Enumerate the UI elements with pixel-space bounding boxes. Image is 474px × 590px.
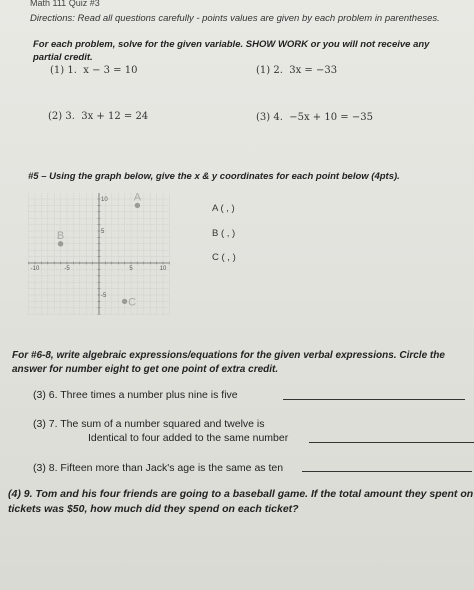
- problem-3-label: (2) 3.: [48, 111, 75, 122]
- y-tick-label: 10: [101, 197, 108, 203]
- question-8: (3) 8. Fifteen more than Jack's age is the same as ten: [33, 462, 284, 474]
- answer-a: A ( , ): [212, 203, 235, 214]
- problem-2-label: (1) 2.: [256, 65, 283, 76]
- question-6: (3) 6. Three times a number plus nine is five: [33, 389, 238, 401]
- instructions-text: For each problem, solve for the given variable. SHOW WORK or you will not receive any partial credit.: [33, 39, 430, 63]
- problem-1: [50, 65, 137, 76]
- quiz-header: Math 111 Quiz #3: [30, 0, 100, 8]
- y-tick-label: 5: [101, 229, 105, 235]
- problem-3: [48, 111, 148, 122]
- y-tick-label: -5: [101, 293, 107, 299]
- point-b: [58, 241, 63, 246]
- question-7-line-2: Identical to four added to the same number: [88, 432, 289, 444]
- question-6-answer-line[interactable]: [283, 399, 465, 400]
- point-c-label: C: [128, 296, 137, 309]
- x-tick-label: 5: [129, 266, 133, 272]
- question-8-answer-line[interactable]: [302, 471, 472, 472]
- x-tick-label: -10: [30, 266, 40, 272]
- point-b-label: B: [56, 229, 65, 242]
- answer-c: C ( , ): [212, 252, 236, 263]
- point-a-label: A: [133, 193, 142, 204]
- problem-4: [256, 112, 373, 123]
- section-5-heading: #5 – Using the graph below, give the x & y coordinates for each point below (4pts).: [28, 171, 400, 182]
- answer-b: B ( , ): [212, 228, 236, 239]
- problem-4-label: (3) 4.: [256, 112, 283, 123]
- problem-2-equation: 3x = −33: [289, 65, 338, 76]
- problem-4-equation: −5x + 10 = −35: [289, 112, 373, 123]
- question-7-answer-line[interactable]: [309, 442, 474, 443]
- point-c: [122, 299, 127, 304]
- coordinate-graph: [17, 193, 197, 323]
- x-tick-label: -5: [64, 266, 70, 272]
- point-a: [135, 203, 140, 208]
- question-9: (4) 9. Tom and his four friends are going to a baseball game. If the total amount they spent on tickets was $50, how much did they spend on each ticket?: [8, 488, 474, 515]
- problem-3-equation: 3x + 12 = 24: [81, 111, 149, 122]
- problem-2: [256, 65, 337, 76]
- directions-text: Directions: Read all questions carefully - points values are given by each problem in parentheses.: [30, 13, 440, 24]
- problem-1-label: (1) 1.: [50, 65, 77, 76]
- problem-1-equation: x − 3 = 10: [83, 65, 138, 76]
- section-6-8-heading: For #6-8, write algebraic expressions/equations for the given verbal expressions. Circle the answer for number eight to get one point of extra credit.: [12, 350, 445, 375]
- question-7-line-1: (3) 7. The sum of a number squared and twelve is: [33, 418, 265, 430]
- x-tick-label: 10: [159, 266, 167, 272]
